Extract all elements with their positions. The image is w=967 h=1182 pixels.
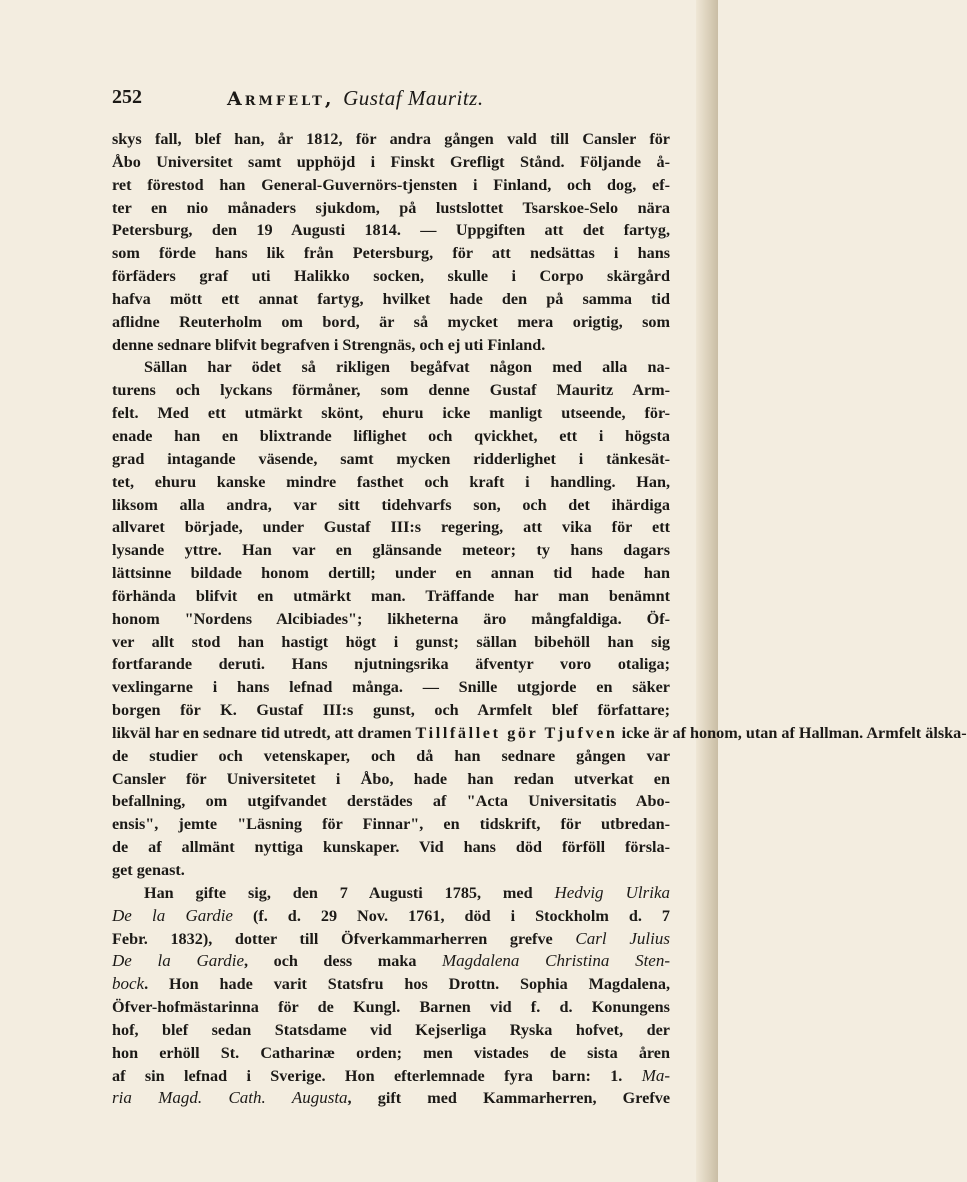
text-line: get genast. (112, 861, 185, 879)
father-surname: De la Gardie (112, 951, 245, 971)
play-title: Tillfället gör Tjufven (415, 723, 618, 742)
wife-surname: De la Gardie (112, 905, 233, 925)
text-line: grad intagande väsende, samt mycken ridderlighet i tänkesät- (112, 449, 670, 468)
text-line: hafva mött ett annat fartyg, hvilket hade den på samma tid (112, 289, 670, 308)
text-segment: Han gifte sig, den 7 Augusti 1785, med (144, 883, 533, 902)
child-name-start: Ma- (641, 1065, 671, 1085)
text-segment: likväl har en sednare tid utredt, att dramen (112, 723, 412, 742)
text-line: allvaret började, under Gustaf III:s regering, att vika för ett (112, 518, 670, 537)
wife-name: Hedvig Ulrika (554, 882, 670, 902)
text-line: som förde hans lik från Petersburg, för att nedsättas i hans (112, 244, 670, 263)
text-line: hon erhöll St. Catharinæ orden; men vistades de sista åren (112, 1043, 670, 1062)
text-line: förfäders graf uti Halikko socken, skulle i Corpo skärgård (112, 267, 670, 286)
text-line (112, 905, 670, 928)
paragraph-start-line: Sällan har ödet så rikligen begåfvat någon med alla na- (144, 358, 670, 377)
text-line: Åbo Universitet samt upphöjd i Finskt Grefligt Stånd. Följande å- (112, 152, 670, 171)
text-segment: , gift med Kammarherren, Grefve (347, 1089, 671, 1108)
text-line: Cansler för Universitetet i Åbo, hade han redan utverkat en (112, 769, 670, 788)
text-line (112, 973, 670, 996)
text-line: fortfarande deruti. Hans njutningsrika äfventyr voro otaliga; (112, 655, 670, 674)
text-line: de af allmänt nyttiga kunskaper. Vid hans död förföll försla- (112, 838, 670, 857)
text-line: lättsinne bildade honom dertill; under en annan tid hade han (112, 564, 670, 583)
text-segment: Febr. 1832), dotter till Öfverkammarherren grefve (112, 929, 553, 948)
text-line: Öfver-hofmästarinna för de Kungl. Barnen vid f. d. Konungens (112, 998, 670, 1017)
text-line: honom "Nordens Alcibiades"; likheterna äro mångfaldiga. Öf- (112, 609, 670, 628)
text-line: vexlingarne i hans lefnad många. — Snille utgjorde en säker (112, 678, 670, 697)
text-line: enade han en blixtrande liflighet och qvickhet, ett i högsta (112, 426, 670, 445)
text-line (112, 1087, 670, 1110)
text-line (112, 1065, 670, 1088)
text-line: de studier och vetenskaper, och då han sednare gången var (112, 746, 670, 765)
text-line: hof, blef sedan Statsdame vid Kejserliga Ryska hofvet, der (112, 1020, 670, 1039)
text-line: lysande yttre. Han var en glänsande meteor; ty hans dagars (112, 541, 670, 560)
mother-surname: bock (112, 974, 145, 994)
text-line: ensis", jemte "Läsning för Finnar", en tidskrift, för utbredan- (112, 815, 670, 834)
text-line: tet, ehuru kanske mindre fasthet och kraft i handling. Han, (112, 472, 670, 491)
text-line (112, 928, 670, 951)
paragraph-start-line (112, 882, 670, 905)
text-segment: icke är af honom, utan af Hallman. Armfelt älska- (621, 723, 967, 742)
text-line: Petersburg, den 19 Augusti 1814. — Uppgiften att det fartyg, (112, 221, 670, 240)
text-segment: af sin lefnad i Sverige. Hon efterlemnade fyra barn: 1. (112, 1066, 623, 1085)
text-line: liksom alla andra, var sitt tidehvarfs son, och det ihärdiga (112, 495, 670, 514)
text-line: aflidne Reuterholm om bord, är så mycket mera origtig, som (112, 312, 670, 331)
page-edge (696, 0, 718, 1182)
text-line: förhända blifvit en utmärkt man. Träffande har man benämnt (112, 586, 670, 605)
text-line: befallning, om utgifvandet derstädes af "Acta Universitatis Abo- (112, 792, 670, 811)
text-line: ver allt stod han hastigt högt i gunst; sällan bibehöll han sig (112, 632, 670, 651)
header-subject: Gustaf Mauritz. (343, 86, 484, 110)
running-title (227, 86, 484, 111)
text-segment: , och dess maka (244, 952, 417, 971)
text-line: ret förestod han General-Guvernörs-tjensten i Finland, och dog, ef- (112, 175, 670, 194)
body-text (112, 128, 967, 1110)
text-line: denne sednare blifvit begrafven i Strengnäs, och ej uti Finland. (112, 335, 546, 354)
child-name: ria Magd. Cath. Augusta (112, 1088, 348, 1108)
text-segment: (f. d. 29 Nov. 1761, död i Stockholm d. 7 (252, 906, 670, 925)
text-line: borgen för K. Gustaf III:s gunst, och Armfelt blef författare; (112, 701, 670, 720)
mother-name: Magdalena Christina Sten- (441, 951, 671, 971)
text-line-with-title (112, 722, 967, 745)
page-number: 252 (112, 86, 142, 108)
text-line: skys fall, blef han, år 1812, för andra gången vald till Cansler för (112, 130, 670, 148)
text-line: felt. Med ett utmärkt skönt, ehuru icke manligt utseende, för- (112, 404, 670, 423)
text-line: ter en nio månaders sjukdom, på lustslottet Tsarskoe-Selo nära (112, 198, 670, 217)
father-name: Carl Julius (575, 928, 670, 948)
text-segment: . Hon hade varit Statsfru hos Drottn. Sophia Magdalena, (144, 975, 670, 994)
text-line: turens och lyckans förmåner, som denne Gustaf Mauritz Arm- (112, 381, 670, 400)
text-line (112, 950, 670, 973)
header-name: Armfelt, (227, 88, 335, 110)
